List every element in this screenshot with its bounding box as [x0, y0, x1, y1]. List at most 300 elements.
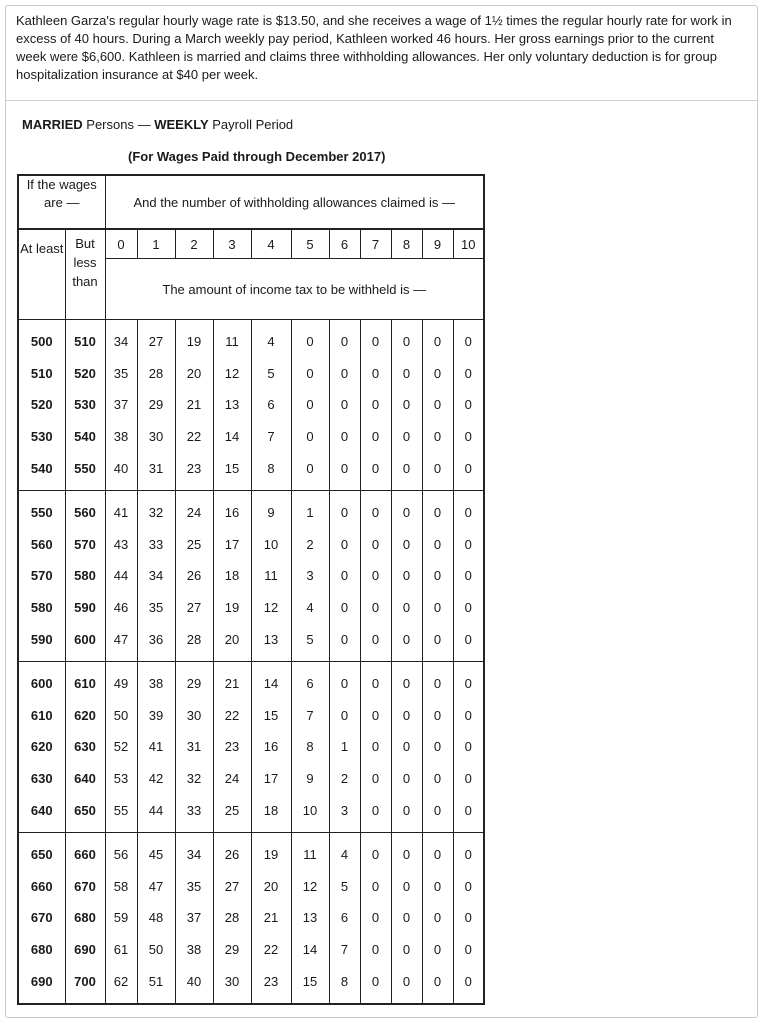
withholding-amount: 7 [251, 421, 291, 453]
table-row [18, 832, 484, 870]
withholding-amount: 0 [360, 661, 391, 699]
withholding-amount: 30 [213, 965, 251, 1004]
withholding-amount: 12 [291, 871, 329, 903]
withholding-amount: 7 [291, 700, 329, 732]
wage-but-less-than: 530 [65, 389, 105, 421]
withholding-amount: 39 [137, 700, 175, 732]
withholding-amount: 33 [137, 529, 175, 561]
wage-at-least: 500 [18, 320, 65, 358]
wage-at-least: 680 [18, 934, 65, 966]
wage-but-less-than: 520 [65, 358, 105, 390]
withholding-amount: 34 [137, 560, 175, 592]
withholding-amount: 9 [251, 490, 291, 528]
withholding-amount: 0 [422, 560, 453, 592]
withholding-amount: 20 [251, 871, 291, 903]
allowance-count-3: 3 [213, 229, 251, 259]
withholding-amount: 27 [175, 592, 213, 624]
withholding-amount: 29 [175, 661, 213, 699]
table-row [18, 661, 484, 699]
allowance-count-5: 5 [291, 229, 329, 259]
withholding-amount: 14 [251, 661, 291, 699]
withholding-amount: 0 [360, 794, 391, 832]
table-row [18, 358, 484, 390]
wage-at-least: 560 [18, 529, 65, 561]
withholding-amount: 0 [360, 700, 391, 732]
withholding-amount: 13 [291, 902, 329, 934]
allowance-count-4: 4 [251, 229, 291, 259]
withholding-amount: 0 [360, 529, 391, 561]
wage-at-least: 550 [18, 490, 65, 528]
withholding-amount: 9 [291, 763, 329, 795]
withholding-amount: 0 [391, 934, 422, 966]
withholding-amount: 42 [137, 763, 175, 795]
table-row [18, 490, 484, 528]
withholding-amount: 24 [175, 490, 213, 528]
withholding-amount: 0 [453, 794, 484, 832]
problem-text: Kathleen Garza's regular hourly wage rate is $13.50, and she receives a wage of 1½ times the regular hourly rate for work in excess of 40 hours. During a March weekly pay period, Kathleen worked 46 hours. Her gross earnings prior to the current week were $6,600. Kathleen is married and claims three withholding allowances. Her only voluntary deduction is for group hospitalization insurance at $40 per week. [16, 13, 732, 82]
withholding-amount: 0 [422, 358, 453, 390]
withholding-amount: 0 [360, 358, 391, 390]
withholding-amount: 0 [391, 529, 422, 561]
withholding-amount: 22 [175, 421, 213, 453]
withholding-amount: 27 [213, 871, 251, 903]
withholding-amount: 30 [175, 700, 213, 732]
withholding-amount: 62 [105, 965, 137, 1004]
withholding-amount: 32 [137, 490, 175, 528]
withholding-amount: 47 [137, 871, 175, 903]
wage-but-less-than: 690 [65, 934, 105, 966]
withholding-amount: 0 [391, 320, 422, 358]
withholding-amount: 0 [453, 421, 484, 453]
withholding-amount: 0 [360, 763, 391, 795]
wage-at-least: 670 [18, 902, 65, 934]
table-row [18, 700, 484, 732]
withholding-amount: 0 [453, 902, 484, 934]
withholding-amount: 0 [453, 529, 484, 561]
table-row [18, 421, 484, 453]
withholding-amount: 50 [105, 700, 137, 732]
withholding-amount: 0 [422, 490, 453, 528]
withholding-amount: 20 [175, 358, 213, 390]
withholding-amount: 36 [137, 623, 175, 661]
withholding-amount: 38 [105, 421, 137, 453]
withholding-amount: 55 [105, 794, 137, 832]
withholding-amount: 17 [213, 529, 251, 561]
filing-status: MARRIED [22, 117, 83, 132]
withholding-amount: 19 [251, 832, 291, 870]
wage-at-least: 530 [18, 421, 65, 453]
withholding-amount: 4 [291, 592, 329, 624]
withholding-amount: 0 [391, 700, 422, 732]
withholding-amount: 0 [360, 871, 391, 903]
withholding-amount: 35 [175, 871, 213, 903]
withholding-amount: 21 [213, 661, 251, 699]
withholding-amount: 14 [213, 421, 251, 453]
withholding-amount: 0 [453, 763, 484, 795]
withholding-amount: 0 [422, 731, 453, 763]
withholding-amount: 0 [422, 661, 453, 699]
withholding-amount: 27 [137, 320, 175, 358]
withholding-amount: 0 [360, 934, 391, 966]
table-row [18, 529, 484, 561]
withholding-amount: 0 [360, 452, 391, 490]
wage-bracket-group [18, 320, 484, 491]
withholding-amount: 44 [105, 560, 137, 592]
withholding-amount: 8 [329, 965, 360, 1004]
withholding-amount: 43 [105, 529, 137, 561]
withholding-amount: 0 [391, 763, 422, 795]
withholding-amount: 13 [251, 623, 291, 661]
withholding-amount: 33 [175, 794, 213, 832]
table-row [18, 592, 484, 624]
withholding-amount: 41 [137, 731, 175, 763]
table-row [18, 902, 484, 934]
wage-but-less-than: 640 [65, 763, 105, 795]
wage-but-less-than: 580 [65, 560, 105, 592]
withholding-amount: 5 [291, 623, 329, 661]
withholding-amount: 0 [360, 421, 391, 453]
withholding-amount: 0 [329, 389, 360, 421]
withholding-amount: 45 [137, 832, 175, 870]
amount-header: The amount of income tax to be withheld is — [105, 259, 484, 320]
table-row [18, 560, 484, 592]
withholding-amount: 0 [329, 529, 360, 561]
wage-but-less-than: 540 [65, 421, 105, 453]
withholding-amount: 4 [329, 832, 360, 870]
wage-at-least: 580 [18, 592, 65, 624]
withholding-amount: 7 [329, 934, 360, 966]
wage-but-less-than: 700 [65, 965, 105, 1004]
withholding-amount: 10 [291, 794, 329, 832]
withholding-amount: 3 [291, 560, 329, 592]
withholding-amount: 6 [329, 902, 360, 934]
withholding-amount: 0 [360, 832, 391, 870]
withholding-amount: 0 [422, 794, 453, 832]
withholding-amount: 19 [175, 320, 213, 358]
allowance-count-10: 10 [453, 229, 484, 259]
withholding-amount: 0 [391, 871, 422, 903]
withholding-amount: 0 [391, 421, 422, 453]
withholding-amount: 0 [391, 452, 422, 490]
withholding-amount: 16 [213, 490, 251, 528]
withholding-amount: 4 [251, 320, 291, 358]
withholding-amount: 0 [360, 320, 391, 358]
withholding-amount: 21 [175, 389, 213, 421]
withholding-amount: 6 [291, 661, 329, 699]
withholding-amount: 0 [329, 490, 360, 528]
withholding-amount: 0 [453, 965, 484, 1004]
withholding-amount: 29 [213, 934, 251, 966]
withholding-amount: 11 [251, 560, 291, 592]
wage-at-least: 520 [18, 389, 65, 421]
withholding-amount: 2 [291, 529, 329, 561]
wage-bracket-group [18, 832, 484, 1003]
withholding-amount: 0 [391, 592, 422, 624]
withholding-amount: 0 [453, 661, 484, 699]
withholding-amount: 0 [329, 452, 360, 490]
allowance-count-9: 9 [422, 229, 453, 259]
withholding-amount: 0 [422, 529, 453, 561]
withholding-amount: 0 [453, 452, 484, 490]
withholding-amount: 8 [251, 452, 291, 490]
withholding-amount: 44 [137, 794, 175, 832]
payroll-period: WEEKLY [154, 117, 209, 132]
wage-bracket-group [18, 661, 484, 832]
withholding-amount: 0 [453, 700, 484, 732]
withholding-amount: 21 [251, 902, 291, 934]
wage-at-least: 590 [18, 623, 65, 661]
withholding-amount: 0 [422, 965, 453, 1004]
withholding-amount: 0 [453, 490, 484, 528]
withholding-amount: 0 [291, 421, 329, 453]
wage-at-least: 640 [18, 794, 65, 832]
withholding-amount: 0 [422, 452, 453, 490]
wage-at-least: 660 [18, 871, 65, 903]
withholding-amount: 18 [213, 560, 251, 592]
withholding-amount: 0 [422, 592, 453, 624]
allowances-header: And the number of withholding allowances claimed is — [105, 175, 484, 229]
withholding-amount: 0 [360, 965, 391, 1004]
withholding-amount: 0 [453, 871, 484, 903]
withholding-amount: 12 [251, 592, 291, 624]
withholding-amount: 61 [105, 934, 137, 966]
withholding-amount: 26 [213, 832, 251, 870]
withholding-amount: 48 [137, 902, 175, 934]
withholding-amount: 0 [329, 700, 360, 732]
withholding-amount: 53 [105, 763, 137, 795]
table-subheading: (For Wages Paid through December 2017) [128, 149, 386, 164]
withholding-amount: 0 [453, 389, 484, 421]
wage-but-less-than: 680 [65, 902, 105, 934]
divider [5, 100, 758, 101]
withholding-amount: 37 [175, 902, 213, 934]
withholding-amount: 0 [453, 320, 484, 358]
withholding-amount: 19 [213, 592, 251, 624]
withholding-amount: 15 [251, 700, 291, 732]
withholding-amount: 0 [453, 623, 484, 661]
wages-header: If the wages are — [18, 175, 105, 229]
wage-but-less-than: 560 [65, 490, 105, 528]
table-row [18, 320, 484, 358]
withholding-amount: 16 [251, 731, 291, 763]
withholding-amount: 0 [453, 560, 484, 592]
withholding-amount: 0 [329, 320, 360, 358]
withholding-amount: 0 [391, 902, 422, 934]
withholding-amount: 0 [422, 763, 453, 795]
withholding-amount: 0 [360, 490, 391, 528]
allowance-count-8: 8 [391, 229, 422, 259]
withholding-amount: 0 [360, 902, 391, 934]
withholding-amount: 58 [105, 871, 137, 903]
withholding-amount: 31 [175, 731, 213, 763]
withholding-amount: 47 [105, 623, 137, 661]
wage-at-least: 650 [18, 832, 65, 870]
withholding-amount: 6 [251, 389, 291, 421]
withholding-amount: 15 [213, 452, 251, 490]
withholding-table [17, 174, 485, 1005]
withholding-amount: 35 [105, 358, 137, 390]
withholding-amount: 46 [105, 592, 137, 624]
withholding-amount: 0 [391, 358, 422, 390]
wage-but-less-than: 510 [65, 320, 105, 358]
withholding-amount: 0 [422, 421, 453, 453]
wage-but-less-than: 620 [65, 700, 105, 732]
at-least-header: At least [18, 229, 65, 320]
allowance-count-1: 1 [137, 229, 175, 259]
withholding-amount: 0 [453, 358, 484, 390]
withholding-amount: 0 [422, 871, 453, 903]
withholding-amount: 0 [422, 832, 453, 870]
withholding-amount: 0 [422, 902, 453, 934]
wage-at-least: 570 [18, 560, 65, 592]
withholding-amount: 56 [105, 832, 137, 870]
withholding-amount: 37 [105, 389, 137, 421]
withholding-amount: 0 [422, 320, 453, 358]
withholding-amount: 15 [291, 965, 329, 1004]
withholding-amount: 5 [251, 358, 291, 390]
table-row [18, 623, 484, 661]
withholding-amount: 5 [329, 871, 360, 903]
withholding-amount: 22 [251, 934, 291, 966]
withholding-amount: 26 [175, 560, 213, 592]
allowance-count-2: 2 [175, 229, 213, 259]
wage-but-less-than: 570 [65, 529, 105, 561]
withholding-amount: 0 [391, 661, 422, 699]
withholding-amount: 0 [391, 623, 422, 661]
table-heading [22, 117, 293, 132]
withholding-amount: 0 [391, 965, 422, 1004]
withholding-amount: 59 [105, 902, 137, 934]
withholding-amount: 0 [422, 934, 453, 966]
withholding-amount: 14 [291, 934, 329, 966]
withholding-amount: 25 [213, 794, 251, 832]
wage-but-less-than: 610 [65, 661, 105, 699]
withholding-amount: 24 [213, 763, 251, 795]
withholding-amount: 20 [213, 623, 251, 661]
withholding-amount: 52 [105, 731, 137, 763]
withholding-amount: 0 [391, 389, 422, 421]
withholding-amount: 0 [329, 560, 360, 592]
withholding-amount: 25 [175, 529, 213, 561]
withholding-amount: 0 [329, 661, 360, 699]
wage-but-less-than: 670 [65, 871, 105, 903]
withholding-amount: 0 [391, 794, 422, 832]
withholding-amount: 0 [360, 560, 391, 592]
wage-at-least: 620 [18, 731, 65, 763]
wage-at-least: 510 [18, 358, 65, 390]
withholding-amount: 38 [137, 661, 175, 699]
withholding-amount: 49 [105, 661, 137, 699]
filing-status-rest: Persons — [82, 117, 155, 132]
withholding-amount: 23 [175, 452, 213, 490]
payroll-period-rest: Payroll Period [208, 117, 294, 132]
withholding-amount: 41 [105, 490, 137, 528]
table-row [18, 389, 484, 421]
withholding-amount: 34 [105, 320, 137, 358]
withholding-amount: 13 [213, 389, 251, 421]
wage-at-least: 690 [18, 965, 65, 1004]
withholding-amount: 0 [453, 832, 484, 870]
withholding-amount: 22 [213, 700, 251, 732]
but-less-than-header: But less than [65, 229, 105, 320]
wage-at-least: 610 [18, 700, 65, 732]
table-row [18, 934, 484, 966]
withholding-amount: 0 [291, 452, 329, 490]
withholding-amount: 0 [391, 490, 422, 528]
wage-at-least: 600 [18, 661, 65, 699]
table-row [18, 452, 484, 490]
withholding-amount: 0 [422, 700, 453, 732]
withholding-amount: 34 [175, 832, 213, 870]
wage-but-less-than: 650 [65, 794, 105, 832]
allowance-count-0: 0 [105, 229, 137, 259]
withholding-amount: 30 [137, 421, 175, 453]
wage-but-less-than: 660 [65, 832, 105, 870]
wage-but-less-than: 630 [65, 731, 105, 763]
withholding-amount: 8 [291, 731, 329, 763]
withholding-amount: 51 [137, 965, 175, 1004]
withholding-amount: 3 [329, 794, 360, 832]
allowance-count-7: 7 [360, 229, 391, 259]
table-row [18, 731, 484, 763]
withholding-amount: 1 [329, 731, 360, 763]
withholding-amount: 31 [137, 452, 175, 490]
table-row [18, 965, 484, 1004]
withholding-amount: 23 [251, 965, 291, 1004]
withholding-amount: 0 [291, 358, 329, 390]
withholding-amount: 0 [453, 731, 484, 763]
withholding-amount: 0 [422, 389, 453, 421]
withholding-amount: 50 [137, 934, 175, 966]
withholding-amount: 0 [360, 592, 391, 624]
withholding-amount: 29 [137, 389, 175, 421]
withholding-amount: 12 [213, 358, 251, 390]
withholding-amount: 0 [291, 389, 329, 421]
withholding-amount: 40 [175, 965, 213, 1004]
withholding-amount: 35 [137, 592, 175, 624]
withholding-amount: 28 [175, 623, 213, 661]
withholding-amount: 40 [105, 452, 137, 490]
withholding-amount: 0 [391, 560, 422, 592]
withholding-amount: 1 [291, 490, 329, 528]
wage-but-less-than: 590 [65, 592, 105, 624]
withholding-amount: 23 [213, 731, 251, 763]
table-row [18, 871, 484, 903]
withholding-amount: 0 [360, 389, 391, 421]
withholding-amount: 0 [329, 592, 360, 624]
withholding-amount: 2 [329, 763, 360, 795]
wage-bracket-group [18, 490, 484, 661]
withholding-amount: 0 [329, 421, 360, 453]
withholding-amount: 0 [422, 623, 453, 661]
withholding-amount: 10 [251, 529, 291, 561]
wage-but-less-than: 600 [65, 623, 105, 661]
withholding-amount: 32 [175, 763, 213, 795]
withholding-amount: 18 [251, 794, 291, 832]
wage-at-least: 540 [18, 452, 65, 490]
withholding-amount: 0 [291, 320, 329, 358]
withholding-amount: 28 [137, 358, 175, 390]
withholding-amount: 11 [213, 320, 251, 358]
wage-but-less-than: 550 [65, 452, 105, 490]
withholding-amount: 0 [329, 358, 360, 390]
withholding-amount: 0 [329, 623, 360, 661]
withholding-amount: 0 [391, 832, 422, 870]
withholding-amount: 28 [213, 902, 251, 934]
withholding-amount: 0 [360, 623, 391, 661]
withholding-amount: 11 [291, 832, 329, 870]
withholding-amount: 38 [175, 934, 213, 966]
